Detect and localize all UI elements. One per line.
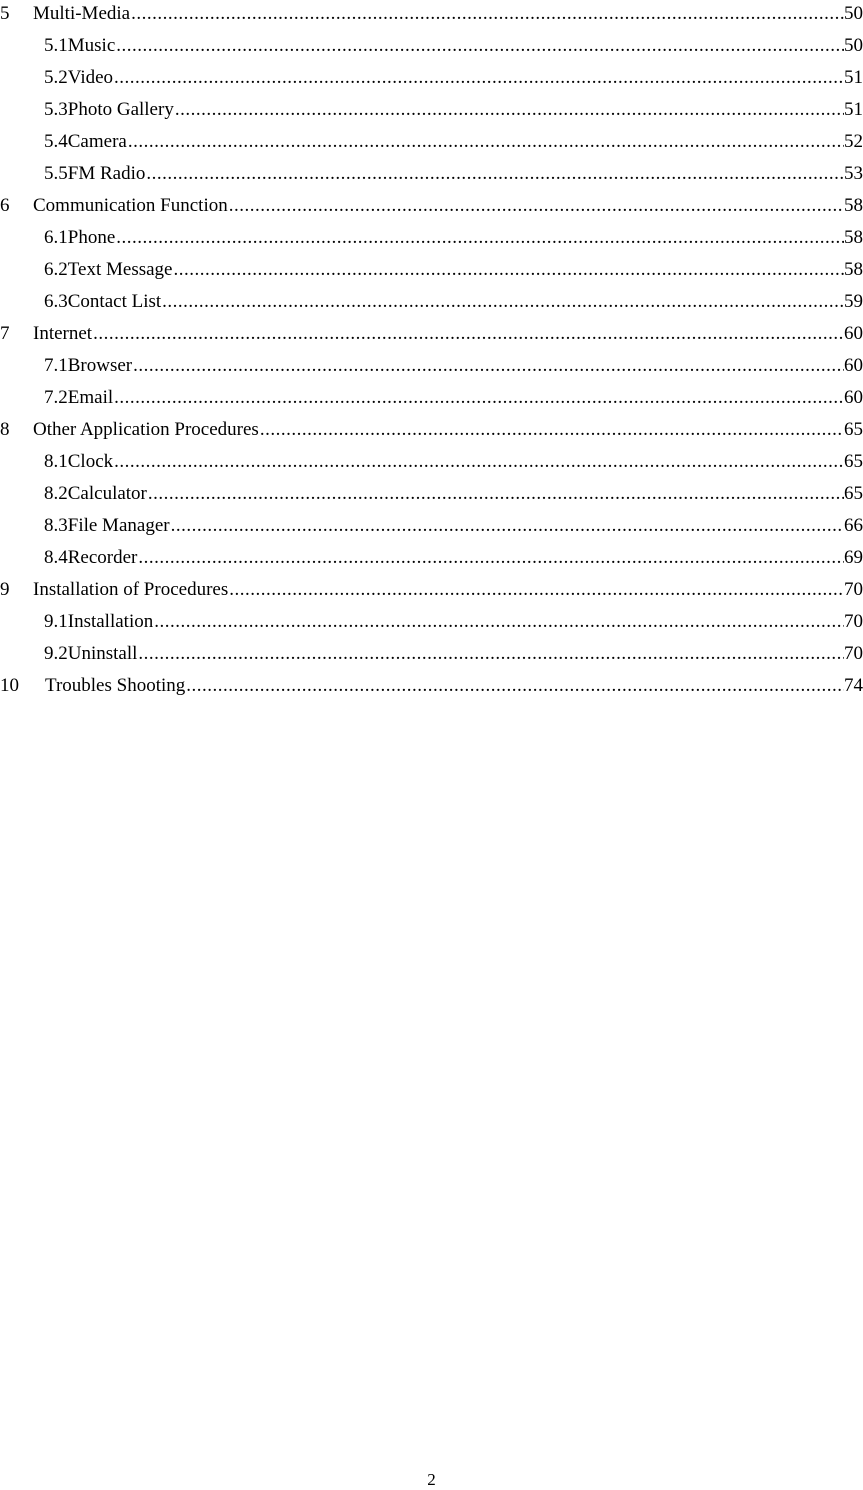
toc-entry-page: 51 — [844, 67, 863, 88]
toc-dot-leader — [114, 67, 844, 89]
toc-section-entry[interactable] — [0, 542, 863, 574]
toc-entry-title: Troubles Shooting — [45, 675, 186, 696]
toc-dot-leader — [260, 419, 844, 441]
toc-dot-leader — [116, 35, 844, 57]
toc-entry-number: 5.4 — [44, 131, 68, 152]
toc-entry-title: Calculator — [67, 483, 147, 504]
toc-section-entry[interactable] — [0, 30, 863, 62]
toc-entry-page: 65 — [844, 419, 863, 440]
toc-chapter-entry[interactable] — [0, 0, 863, 30]
toc-entry-number: 6.3 — [44, 291, 68, 312]
toc-entry-title: Multi-Media — [33, 3, 131, 24]
toc-section-entry[interactable] — [0, 446, 863, 478]
toc-entry-number: 5.2 — [44, 67, 68, 88]
toc-entry-number: 5 — [0, 3, 10, 24]
toc-entry-title: Video — [67, 67, 114, 88]
toc-entry-page: 70 — [844, 643, 863, 664]
toc-entry-number: 8.3 — [44, 515, 68, 536]
toc-entry-number: 9 — [0, 579, 10, 600]
toc-section-entry[interactable] — [0, 286, 863, 318]
toc-entry-number: 8 — [0, 419, 10, 440]
toc-entry-page: 58 — [844, 227, 863, 248]
toc-dot-leader — [175, 99, 844, 121]
toc-section-entry[interactable] — [0, 606, 863, 638]
toc-entry-title: FM Radio — [67, 163, 146, 184]
toc-chapter-entry[interactable] — [0, 190, 863, 222]
toc-entry-page: 66 — [844, 515, 863, 536]
toc-entry-title: Clock — [67, 451, 114, 472]
toc-entry-title: Other Application Procedures — [33, 419, 259, 440]
toc-section-entry[interactable] — [0, 350, 863, 382]
toc-dot-leader — [114, 451, 844, 473]
toc-section-entry[interactable] — [0, 254, 863, 286]
toc-dot-leader — [186, 675, 844, 697]
toc-chapter-entry[interactable] — [0, 414, 863, 446]
toc-entry-title: File Manager — [67, 515, 170, 536]
toc-chapter-entry[interactable] — [0, 670, 863, 702]
toc-chapter-entry[interactable] — [0, 318, 863, 350]
toc-entry-number: 9.1 — [44, 611, 68, 632]
toc-entry-number: 5.5 — [44, 163, 68, 184]
toc-entry-page: 50 — [844, 35, 863, 56]
toc-entry-number: 5.3 — [44, 99, 68, 120]
page-number: 2 — [427, 1470, 436, 1489]
toc-entry-number: 5.1 — [44, 35, 68, 56]
toc-dot-leader — [229, 195, 844, 217]
toc-entry-title: Email — [67, 387, 114, 408]
toc-dot-leader — [93, 323, 844, 345]
toc-entry-title: Communication Function — [33, 195, 228, 216]
toc-entry-title: Installation — [67, 611, 154, 632]
toc-entry-page: 65 — [844, 451, 863, 472]
toc-entry-number: 8.4 — [44, 547, 68, 568]
toc-dot-leader — [131, 3, 844, 25]
toc-entry-number: 9.2 — [44, 643, 68, 664]
toc-entry-number: 8.2 — [44, 483, 68, 504]
toc-dot-leader — [146, 163, 844, 185]
toc-dot-leader — [114, 387, 844, 409]
toc-entry-title: Uninstall — [67, 643, 138, 664]
toc-dot-leader — [138, 547, 844, 569]
toc-entry-page: 60 — [844, 323, 863, 344]
toc-section-entry[interactable] — [0, 94, 863, 126]
toc-entry-title: Internet — [33, 323, 93, 344]
toc-section-entry[interactable] — [0, 638, 863, 670]
toc-entry-page: 58 — [844, 195, 863, 216]
toc-dot-leader — [148, 483, 844, 505]
toc-entry-number: 8.1 — [44, 451, 68, 472]
toc-entry-title: Camera — [67, 131, 127, 152]
toc-entry-page: 70 — [844, 611, 863, 632]
toc-entry-title: Browser — [67, 355, 133, 376]
toc-entry-title: Recorder — [67, 547, 138, 568]
toc-dot-leader — [162, 291, 844, 313]
toc-dot-leader — [116, 227, 844, 249]
toc-section-entry[interactable] — [0, 158, 863, 190]
toc-entry-number: 6.1 — [44, 227, 68, 248]
toc-entry-title: Photo Gallery — [67, 99, 174, 120]
toc-section-entry[interactable] — [0, 126, 863, 158]
toc-section-entry[interactable] — [0, 510, 863, 542]
table-of-contents — [0, 0, 863, 702]
toc-entry-number: 6.2 — [44, 259, 68, 280]
toc-entry-title: Contact List — [67, 291, 162, 312]
toc-entry-page: 60 — [844, 355, 863, 376]
toc-dot-leader — [171, 515, 844, 537]
toc-entry-page: 53 — [844, 163, 863, 184]
toc-entry-page: 58 — [844, 259, 863, 280]
toc-dot-leader — [173, 259, 844, 281]
toc-entry-page: 52 — [844, 131, 863, 152]
toc-entry-title: Phone — [67, 227, 116, 248]
toc-entry-number: 7 — [0, 323, 10, 344]
toc-entry-number: 7.1 — [44, 355, 68, 376]
toc-dot-leader — [154, 611, 844, 633]
toc-entry-page: 70 — [844, 579, 863, 600]
toc-entry-page: 59 — [844, 291, 863, 312]
toc-section-entry[interactable] — [0, 478, 863, 510]
toc-entry-title: Installation of Procedures — [33, 579, 229, 600]
toc-entry-page: 60 — [844, 387, 863, 408]
toc-entry-page: 50 — [844, 3, 863, 24]
toc-entry-title: Text Message — [67, 259, 173, 280]
toc-entry-number: 10 — [0, 675, 19, 696]
toc-entry-page: 74 — [844, 675, 863, 696]
toc-entry-page: 69 — [844, 547, 863, 568]
toc-section-entry[interactable] — [0, 222, 863, 254]
toc-section-entry[interactable] — [0, 382, 863, 414]
toc-entry-page: 65 — [844, 483, 863, 504]
toc-dot-leader — [133, 355, 844, 377]
toc-dot-leader — [229, 579, 844, 601]
toc-entry-title: Music — [67, 35, 116, 56]
toc-entry-page: 51 — [844, 99, 863, 120]
toc-dot-leader — [138, 643, 844, 665]
toc-chapter-entry[interactable] — [0, 574, 863, 606]
toc-entry-number: 7.2 — [44, 387, 68, 408]
toc-dot-leader — [128, 131, 844, 153]
toc-entry-number: 6 — [0, 195, 10, 216]
toc-section-entry[interactable] — [0, 62, 863, 94]
